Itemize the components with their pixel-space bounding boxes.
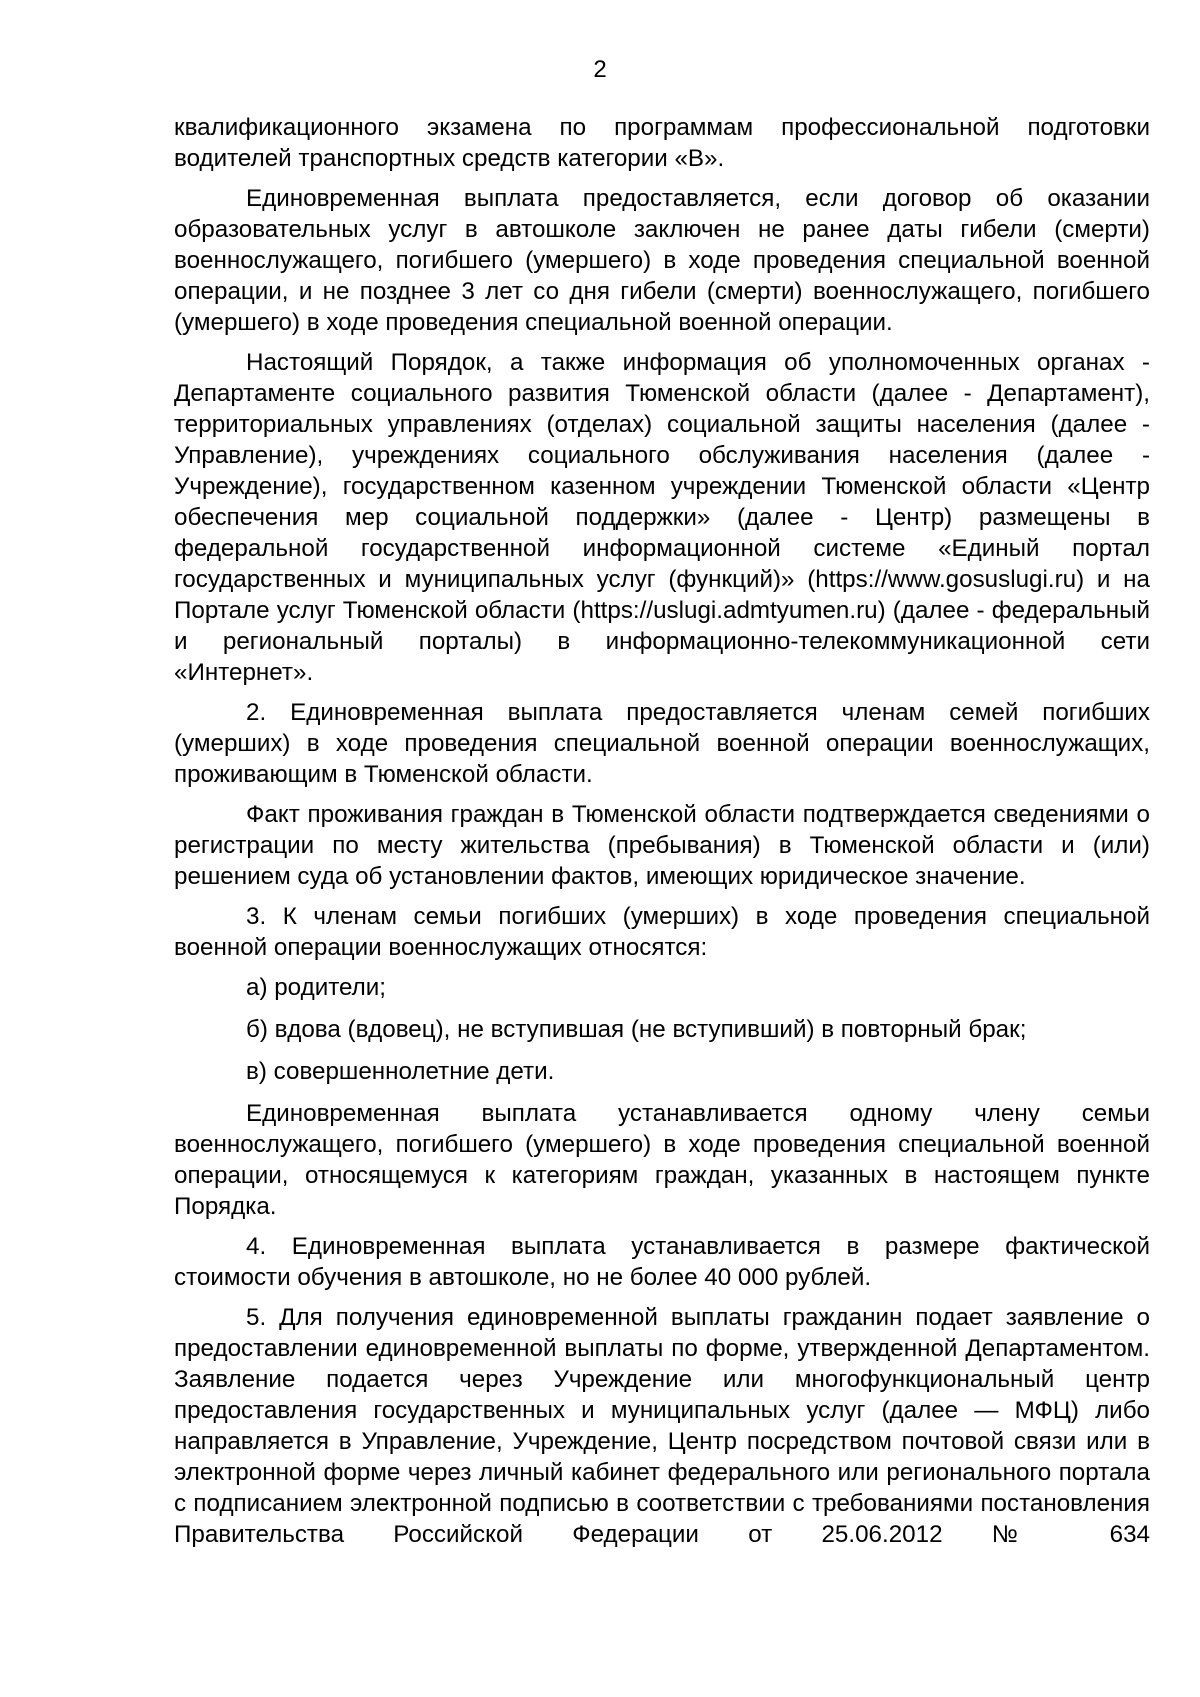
page-number: 2 — [593, 56, 607, 83]
list-item-children: в) совершеннолетние дети. — [246, 1058, 555, 1085]
paragraph-item-3: 3. К членам семьи погибших (умерших) в ходе проведения специальной военной операции военнослужащих относятся: — [174, 903, 1150, 961]
paragraph-item-5: 5. Для получения единовременной выплаты гражданин подает заявление о предоставлении единовременной выплаты по форме, утвержденной Департаментом. Заявление подается через Учреждение или многофункциональный центр предоставления государственных и муниципальных услуг (далее — МФЦ) либо направляется в Управление, Учреждение, Центр посредством почтовой связи или в электронной форме через личный кабинет федерального или регионального портала с подписанием электронной подписью в соответствии с требованиями постановления Правительства Российской Федерации от 25.06.2012 № 634 — [174, 1304, 1150, 1548]
paragraph-item-2: 2. Единовременная выплата предоставляется членам семей погибших (умерших) в ходе проведения специальной военной операции военнослужащих, проживающим в Тюменской области. — [174, 699, 1150, 788]
paragraph-residence-fact: Факт проживания граждан в Тюменской области подтверждается сведениями о регистрации по месту жительства (пребывания) в Тюменской области и (или) решением суда об установлении фактов, имеющих юридическое значение. — [174, 801, 1150, 890]
list-item-widow: б) вдова (вдовец), не вступившая (не вступивший) в повторный брак; — [246, 1016, 1027, 1043]
paragraph-item-4: 4. Единовременная выплата устанавливается в размере фактической стоимости обучения в автошколе, но не более 40 000 рублей. — [174, 1233, 1150, 1291]
paragraph-one-member: Единовременная выплата устанавливается одному члену семьи военнослужащего, погибшего (умершего) в ходе проведения специальной военной операции, относящемуся к категориям граждан, указанных в настоящем пункте Порядка. — [174, 1100, 1150, 1220]
paragraph-continuation: квалификационного экзамена по программам профессиональной подготовки водителей транспортных средств категории «В». — [174, 114, 1150, 172]
paragraph-publication: Настоящий Порядок, а также информация об уполномоченных органах - Департаменте социального развития Тюменской области (далее - Департамент), территориальных управлениях (отделах) социальной защиты населения (далее - Управление), учреждениях социального обслуживания населения (далее - Учреждение), государственном казенном учреждении Тюменской области «Центр обеспечения мер социальной поддержки» (далее - Центр) размещены в федеральной государственной информационной системе «Единый портал государственных и муниципальных услуг (функций)» (https://www.gosuslugi.ru) и на Портале услуг Тюменской области (https://uslugi.admtyumen.ru) (далее - федеральный и региональный порталы) в информационно-телекоммуникационной сети «Интернет». — [174, 349, 1150, 686]
list-item-parents: а) родители; — [246, 974, 387, 1001]
paragraph-contract-date: Единовременная выплата предоставляется, если договор об оказании образовательных услуг в автошколе заключен не ранее даты гибели (смерти) военнослужащего, погибшего (умершего) в ходе проведения специальной военной операции, и не позднее 3 лет со дня гибели (смерти) военнослужащего, погибшего (умершего) в ходе проведения специальной военной операции. — [174, 185, 1150, 336]
document-body — [174, 112, 1150, 1550]
